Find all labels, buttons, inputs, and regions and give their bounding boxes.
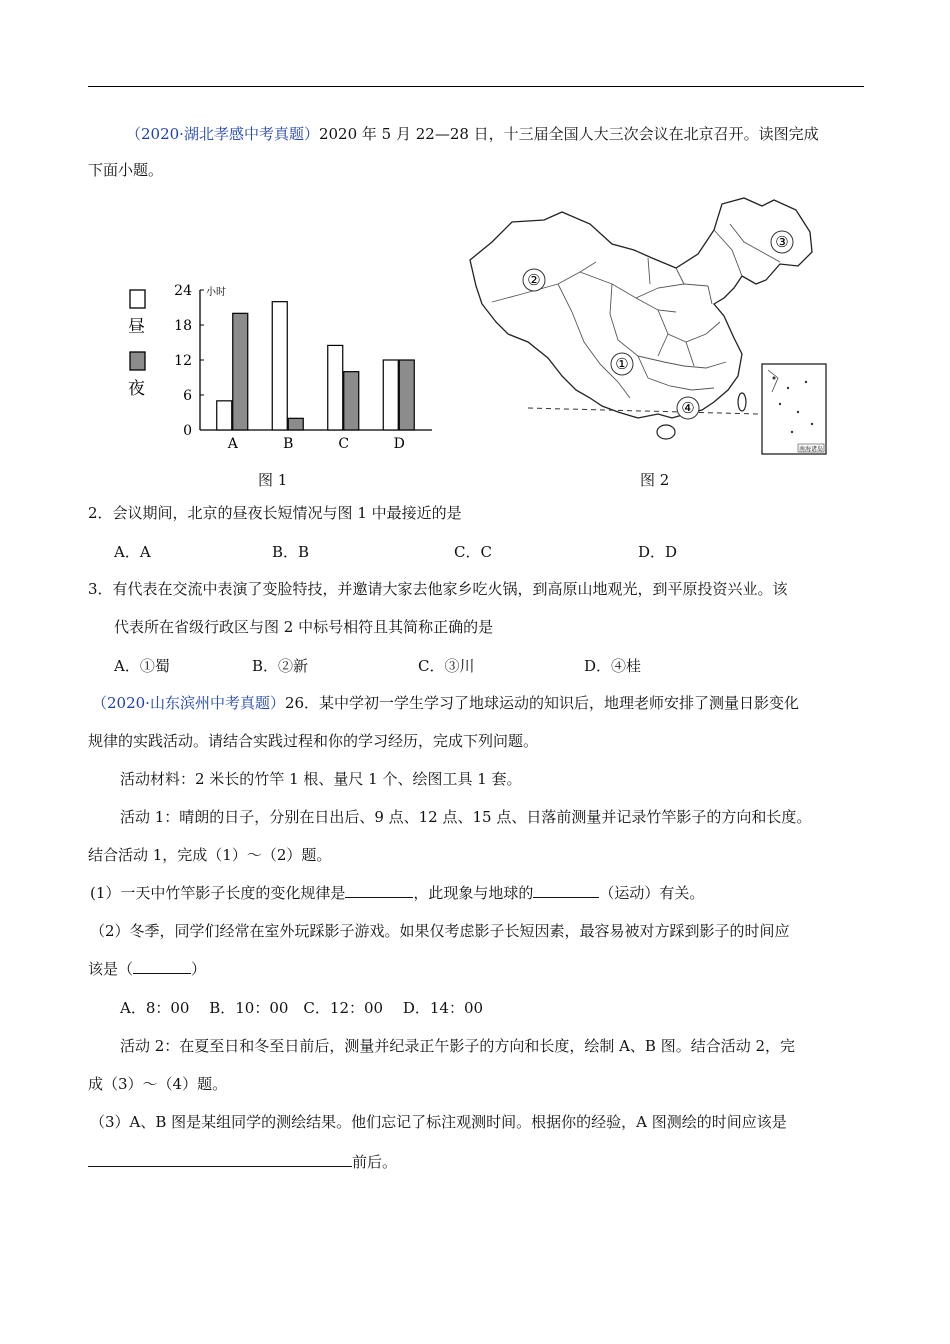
q26-intro-a: 26．某中学初一学生学习了地球运动的知识后，地理老师安排了测量日影变化 [284,694,800,712]
bar-day-D [383,360,398,430]
y-tick-label: 0 [183,423,192,439]
figure2-caption: 图 2 [640,471,670,489]
q26-sub1-c: （运动）有关。 [599,884,705,902]
q26-activity2-line1: 活动 2：在夏至日和冬至日前后，测量并纪录正午影子的方向和长度，绘制 A、B 图。结合活动 2，完 [120,1037,796,1055]
x-tick-label-C: C [338,436,350,452]
q26-intro-line1 [92,693,799,713]
q26-sub1-a: (1）一天中竹竿影子长度的变化规律是 [90,884,346,902]
x-tick-label-B: B [283,436,294,452]
q1-intro-line1 [126,124,819,144]
q26-materials: 活动材料：2 米长的竹竿 1 根、量尺 1 个、绘图工具 1 套。 [120,770,522,788]
legend-night-label: 夜 [128,379,145,399]
x-tick-label-D: D [393,436,405,452]
figure1-bar-chart [120,280,440,460]
q26-sub2-line2 [88,959,206,979]
q3-option-a[interactable]: A．①蜀 [114,657,170,675]
y-tick-label: 24 [174,283,192,299]
q1-intro-a: 2020 年 5 月 22—28 日，十三届全国人大三次会议在北京召开。读图完成 [318,125,819,143]
q3-stem-line1: 3．有代表在交流中表演了变脸特技，并邀请大家去他家乡吃火锅，到高原山地观光，到平原投资兴业。该 [88,580,788,598]
q26-sub2-b: 该是（ [88,960,134,978]
q26-sub3-b: 前后。 [352,1153,398,1171]
legend-day-swatch [130,290,145,308]
q2-option-a[interactable]: A．A [114,543,151,561]
bar-day-A [217,401,232,430]
marker-1: ① [615,355,629,373]
y-tick-label: 18 [174,318,192,334]
q2-option-d[interactable]: D．D [638,543,678,561]
q26-source[interactable]: （2020·山东滨州中考真题） [92,694,285,712]
q3-option-c[interactable]: C．③川 [418,657,475,675]
q26-sub2-options[interactable]: A．8：00 B．10：00 C．12：00 D．14：00 [120,999,484,1017]
legend-day-label: 昼 [128,317,145,337]
q26-sub1 [90,883,704,903]
q26-sub1-b: ，此现象与地球的 [413,884,534,902]
figure1-caption: 图 1 [258,471,288,489]
q1-source[interactable]: （2020·湖北孝感中考真题） [126,125,319,143]
marker-4: ④ [681,399,695,417]
q2-stem: 2．会议期间，北京的昼夜长短情况与图 1 中最接近的是 [88,504,462,522]
figure2-china-map [462,192,834,464]
y-tick-label: 6 [183,388,192,404]
header-rule [88,86,864,87]
q3-stem-line2: 代表所在省级行政区与图 2 中标号相符且其简称正确的是 [114,618,494,636]
q26-sub2-c: ） [191,960,207,978]
q26-intro-line2: 规律的实践活动。请结合实践过程和你的学习经历，完成下列问题。 [88,732,539,750]
bar-night-A [233,313,248,430]
legend-night-swatch [130,352,145,370]
q3-option-b[interactable]: B．②新 [252,657,309,675]
q26-sub3-line1: （3）A、B 图是某组同学的测绘结果。他们忘记了标注观测时间。根据你的经验，A 图测绘的时间应该是 [90,1113,787,1131]
south-sea-inset [762,364,826,454]
q3-option-d[interactable]: D．④桂 [584,657,642,675]
q26-sub1-blank1[interactable] [345,883,413,898]
q1-intro-line2: 下面小题。 [88,161,164,179]
q26-activity1-line1: 活动 1：晴朗的日子，分别在日出后、9 点、12 点、15 点、日落前测量并记录竹竿影子的方向和长度。 [120,808,812,826]
q26-sub3-line2 [88,1152,397,1172]
q2-option-c[interactable]: C．C [454,543,492,561]
q2-option-b[interactable]: B．B [272,543,310,561]
hainan-island [657,425,675,439]
marker-2: ② [527,271,541,289]
inset-label: 南海诸岛 [798,446,824,453]
bar-night-B [288,418,303,430]
marker-3: ③ [775,233,789,251]
bar-night-D [399,360,414,430]
q26-sub2-blank[interactable] [133,959,191,974]
q26-activity1-line2: 结合活动 1，完成（1）～（2）题。 [88,846,332,864]
taiwan-island [738,393,746,411]
bar-day-C [328,345,343,430]
y-unit-label: 小时 [206,287,226,298]
q26-sub2-line1: （2）冬季，同学们经常在室外玩踩影子游戏。如果仅考虑影子长短因素，最容易被对方踩到影子的时间应 [90,922,790,940]
q26-sub3-blank[interactable] [88,1152,352,1167]
bar-night-C [344,372,359,430]
q26-sub1-blank2[interactable] [533,883,599,898]
q26-activity2-line2: 成（3）～（4）题。 [88,1075,228,1093]
china-outline [470,198,812,418]
y-tick-label: 12 [174,353,192,369]
x-tick-label-A: A [227,436,238,452]
bar-day-B [272,302,287,430]
